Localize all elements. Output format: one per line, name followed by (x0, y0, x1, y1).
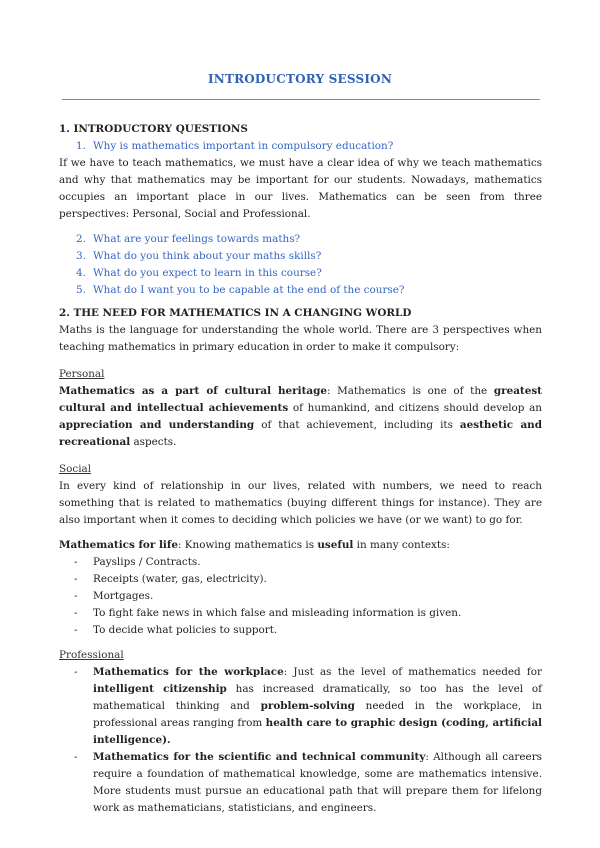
subheading-professional: Professional (59, 649, 124, 661)
list-item: - Payslips / Contracts. (74, 556, 201, 568)
list-item-scientific: - Mathematics for the scientific and technical community: Although all careers require a foundation of mathematical knowledge, some are mathematics intensive. More students must pursue an educational path that will prepare them for lifelong work as mathematicians, statisticians, and engineers. (74, 751, 542, 814)
question-item: 2. What are your feelings towards maths? (76, 233, 301, 245)
section-2-heading: 2. THE NEED FOR MATHEMATICS IN A CHANGING WORLD (59, 307, 412, 319)
section-1-heading: 1. INTRODUCTORY QUESTIONS (59, 123, 248, 135)
question-item: 1. Why is mathematics important in compulsory education? (76, 140, 394, 152)
life-contexts-list (59, 554, 542, 639)
question-item: 4. What do you expect to learn in this course? (76, 267, 322, 279)
section-1-paragraph: If we have to teach mathematics, we must have a clear idea of why we teach mathematics and why that mathematics may be important for our students. Nowadays, mathematics occupies an important place in our lives. Mathematics can be seen from three perspectives: Personal, Social and Professional. (59, 157, 542, 220)
list-item: - Mortgages. (74, 590, 154, 602)
question-list-2 (59, 231, 542, 299)
document-body (59, 121, 542, 817)
list-item: - To decide what policies to support. (74, 624, 278, 636)
professional-list (59, 664, 542, 817)
question-item: 3. What do you think about your maths skills? (76, 250, 322, 262)
page-title: INTRODUCTORY SESSION (207, 72, 392, 86)
title-divider (62, 99, 540, 100)
math-for-life-line: Mathematics for life: Knowing mathematics is useful in many contexts: (59, 539, 450, 551)
list-item: - To fight fake news in which false and misleading information is given. (74, 607, 462, 619)
question-list-1 (59, 138, 542, 155)
personal-paragraph: Mathematics as a part of cultural heritage: Mathematics is one of the greatest cultural and intellectual achievements of humankind, and citizens should develop an appreciation and understanding of that achievement, including its aesthetic and recreational aspects. (59, 385, 543, 448)
subheading-personal: Personal (59, 368, 105, 380)
list-item-workplace: - Mathematics for the workplace: Just as the level of mathematics needed for intelligent citizenship has increased dramatically, so too has the level of mathematical thinking and problem-solving needed in the workplace, in professional areas ranging from health care to graphic design (coding, artificial intelligence). (74, 666, 543, 746)
section-2-intro: Maths is the language for understanding the whole world. There are 3 perspectives when teaching mathematics in primary education in order to make it compulsory: (59, 324, 542, 353)
list-item: - Receipts (water, gas, electricity). (74, 573, 267, 585)
question-item: 5. What do I want you to be capable at the end of the course? (76, 284, 405, 296)
subheading-social: Social (59, 463, 92, 475)
social-paragraph: In every kind of relationship in our lives, related with numbers, we need to reach something that is related to mathematics (buying different things for instance). They are also important when it comes to deciding which policies we have (or we want) to go for. (59, 480, 542, 526)
